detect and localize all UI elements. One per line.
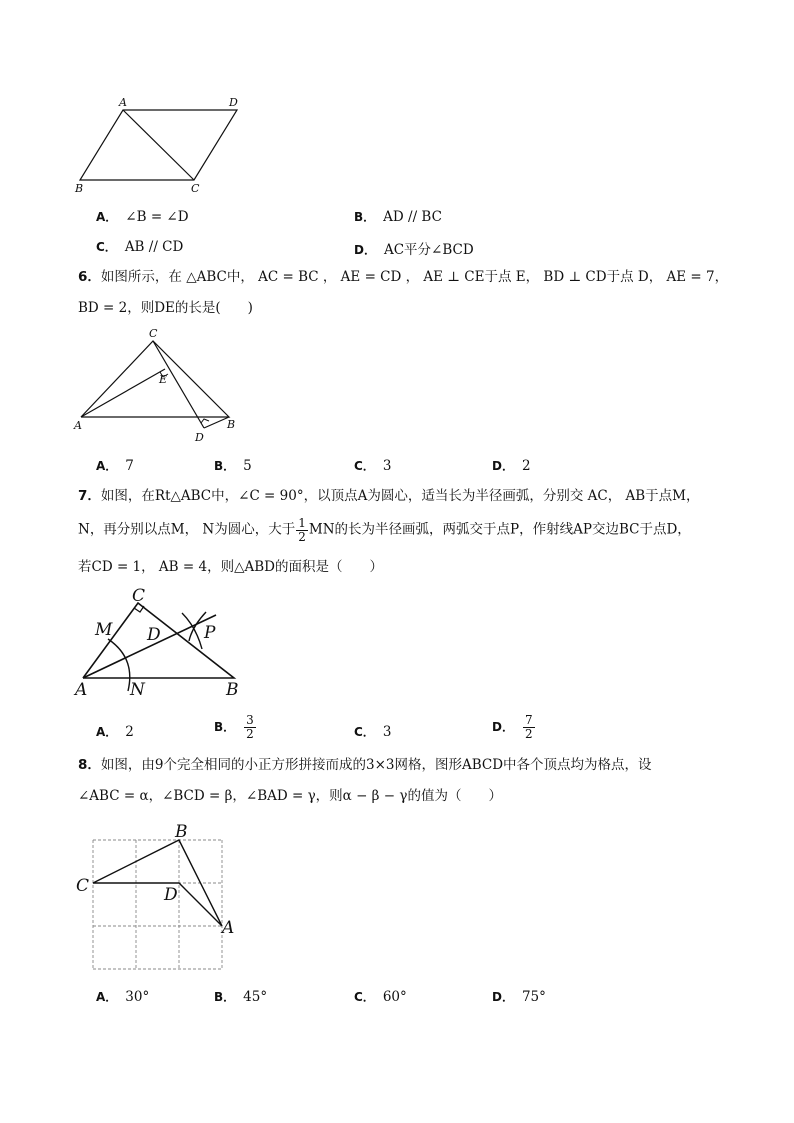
triangle-abc <box>81 341 229 417</box>
label-c: C <box>132 586 146 606</box>
frac-numerator: 7 <box>524 713 533 727</box>
option-key: B． <box>214 719 236 734</box>
q6-stem-line2 <box>78 302 253 316</box>
q7-stem-line1 <box>78 490 700 504</box>
frac-denominator: 2 <box>298 529 306 544</box>
q7-option-d[interactable] <box>492 714 536 740</box>
label-a: A <box>119 96 127 109</box>
q6-text-1: 如图所示，在 △ABC中， AC = BC ， AE = CD ， AE ⊥ CE于点 E， BD ⊥ CD于点 D， AE = 7， <box>100 269 729 285</box>
q8-stem-line2 <box>78 790 502 804</box>
q7-stem-line3 <box>78 561 383 575</box>
option-key: B． <box>214 990 236 1004</box>
dashed-grid <box>93 840 222 969</box>
option-text: AB // CD <box>124 239 184 255</box>
label-d: D <box>164 885 178 905</box>
label-b: B <box>175 822 188 842</box>
option-key: A． <box>96 725 118 739</box>
option-text: 2 <box>125 724 134 740</box>
label-d: D <box>195 431 204 444</box>
option-key: D． <box>492 990 514 1004</box>
fraction-seven-halves <box>523 714 535 740</box>
q7-option-a[interactable] <box>96 723 134 740</box>
option-key: D． <box>492 719 514 734</box>
option-text: 7 <box>125 458 134 474</box>
label-b: B <box>226 680 239 700</box>
label-a: A <box>74 419 82 432</box>
option-key: C． <box>354 990 375 1004</box>
q6-option-b[interactable] <box>214 457 252 474</box>
frac-denominator: 2 <box>524 726 533 741</box>
figure-q8-grid <box>70 820 250 975</box>
question-number: 6． <box>78 269 101 285</box>
fraction-one-half <box>296 517 308 543</box>
option-key: A． <box>96 210 118 224</box>
q7-text-3: 若CD = 1， AB = 4，则△ABD的面积是（ ） <box>78 559 383 575</box>
option-text: ∠B = ∠D <box>125 209 189 225</box>
q7-text-2a: N，再分别以点M， N为圆心，大于 <box>78 521 296 538</box>
figure-q6-triangle <box>70 322 250 444</box>
frac-denominator: 2 <box>246 726 254 741</box>
q5-option-b[interactable] <box>354 208 442 225</box>
option-key: D． <box>354 243 376 257</box>
label-a: A <box>75 680 88 700</box>
label-p: P <box>204 623 216 643</box>
question-number: 8． <box>78 757 101 773</box>
q8-text-1: 如图，由9个完全相同的小正方形拼接而成的3×3网格，图形ABCD中各个顶点均为格点，设 <box>100 757 652 773</box>
q7-text-2b: MN的长为半径画弧，两弧交于点P，作射线AP交边BC于点D， <box>308 521 691 538</box>
label-n: N <box>130 680 145 700</box>
q7-stem-line2 <box>78 517 691 543</box>
option-text: 3 <box>382 458 392 474</box>
q8-option-a[interactable] <box>96 988 149 1005</box>
frac-numerator: 1 <box>298 516 306 530</box>
q7-option-b[interactable] <box>214 714 257 740</box>
q5-option-d[interactable] <box>354 238 474 258</box>
label-c: C <box>191 182 200 195</box>
option-text: 45° <box>243 989 268 1005</box>
option-key: D． <box>492 459 514 473</box>
option-key: C． <box>96 240 117 254</box>
q6-stem-line1 <box>78 271 728 285</box>
segment-bd <box>204 417 229 428</box>
diagonal-ac <box>123 110 194 180</box>
label-d: D <box>229 96 238 109</box>
q7-text-1: 如图，在Rt△ABC中，∠C = 90°，以顶点A为圆心，适当长为半径画弧，分别交 AC， AB于点M， <box>100 488 700 504</box>
q6-text-2: BD = 2，则DE的长是( ) <box>78 300 253 316</box>
q8-option-c[interactable] <box>354 988 407 1005</box>
label-b: B <box>75 182 84 195</box>
label-a: A <box>222 918 235 938</box>
option-key: C． <box>354 459 375 473</box>
q6-option-c[interactable] <box>354 457 391 474</box>
option-key: C． <box>354 725 375 739</box>
option-text: 75° <box>521 989 546 1005</box>
option-text: AD // BC <box>383 209 442 225</box>
q8-option-b[interactable] <box>214 988 267 1005</box>
q8-text-2: ∠ABC = α，∠BCD = β，∠BAD = γ，则α − β − γ的值为（ ） <box>78 788 502 804</box>
fraction-three-halves <box>244 714 256 740</box>
right-angle-mark-d <box>201 419 209 423</box>
label-c: C <box>149 327 158 340</box>
frac-numerator: 3 <box>246 713 254 727</box>
label-e: E <box>159 373 168 386</box>
label-c: C <box>76 876 90 896</box>
question-number: 7． <box>78 488 101 504</box>
option-key: B． <box>214 459 236 473</box>
shape-abcd <box>93 840 222 926</box>
option-text: 2 <box>521 458 531 474</box>
q8-option-d[interactable] <box>492 988 546 1005</box>
option-text: AC平分∠BCD <box>383 242 474 258</box>
option-key: A． <box>96 459 118 473</box>
figure-q5-parallelogram <box>70 92 260 196</box>
label-b: B <box>227 418 236 431</box>
option-key: A． <box>96 990 118 1004</box>
label-m: M <box>95 620 113 640</box>
q6-option-a[interactable] <box>96 457 134 474</box>
option-key: B． <box>354 210 376 224</box>
q6-option-d[interactable] <box>492 457 531 474</box>
option-text: 5 <box>243 458 252 474</box>
q5-option-c[interactable] <box>96 238 183 255</box>
option-text: 60° <box>382 989 407 1005</box>
option-text: 30° <box>125 989 150 1005</box>
q7-option-c[interactable] <box>354 723 391 740</box>
option-text: 3 <box>382 724 392 740</box>
label-d: D <box>147 625 161 645</box>
segment-ae <box>81 369 168 417</box>
q8-stem-line1 <box>78 759 652 773</box>
figure-q7-construction <box>70 585 260 705</box>
q5-option-a[interactable] <box>96 208 189 225</box>
